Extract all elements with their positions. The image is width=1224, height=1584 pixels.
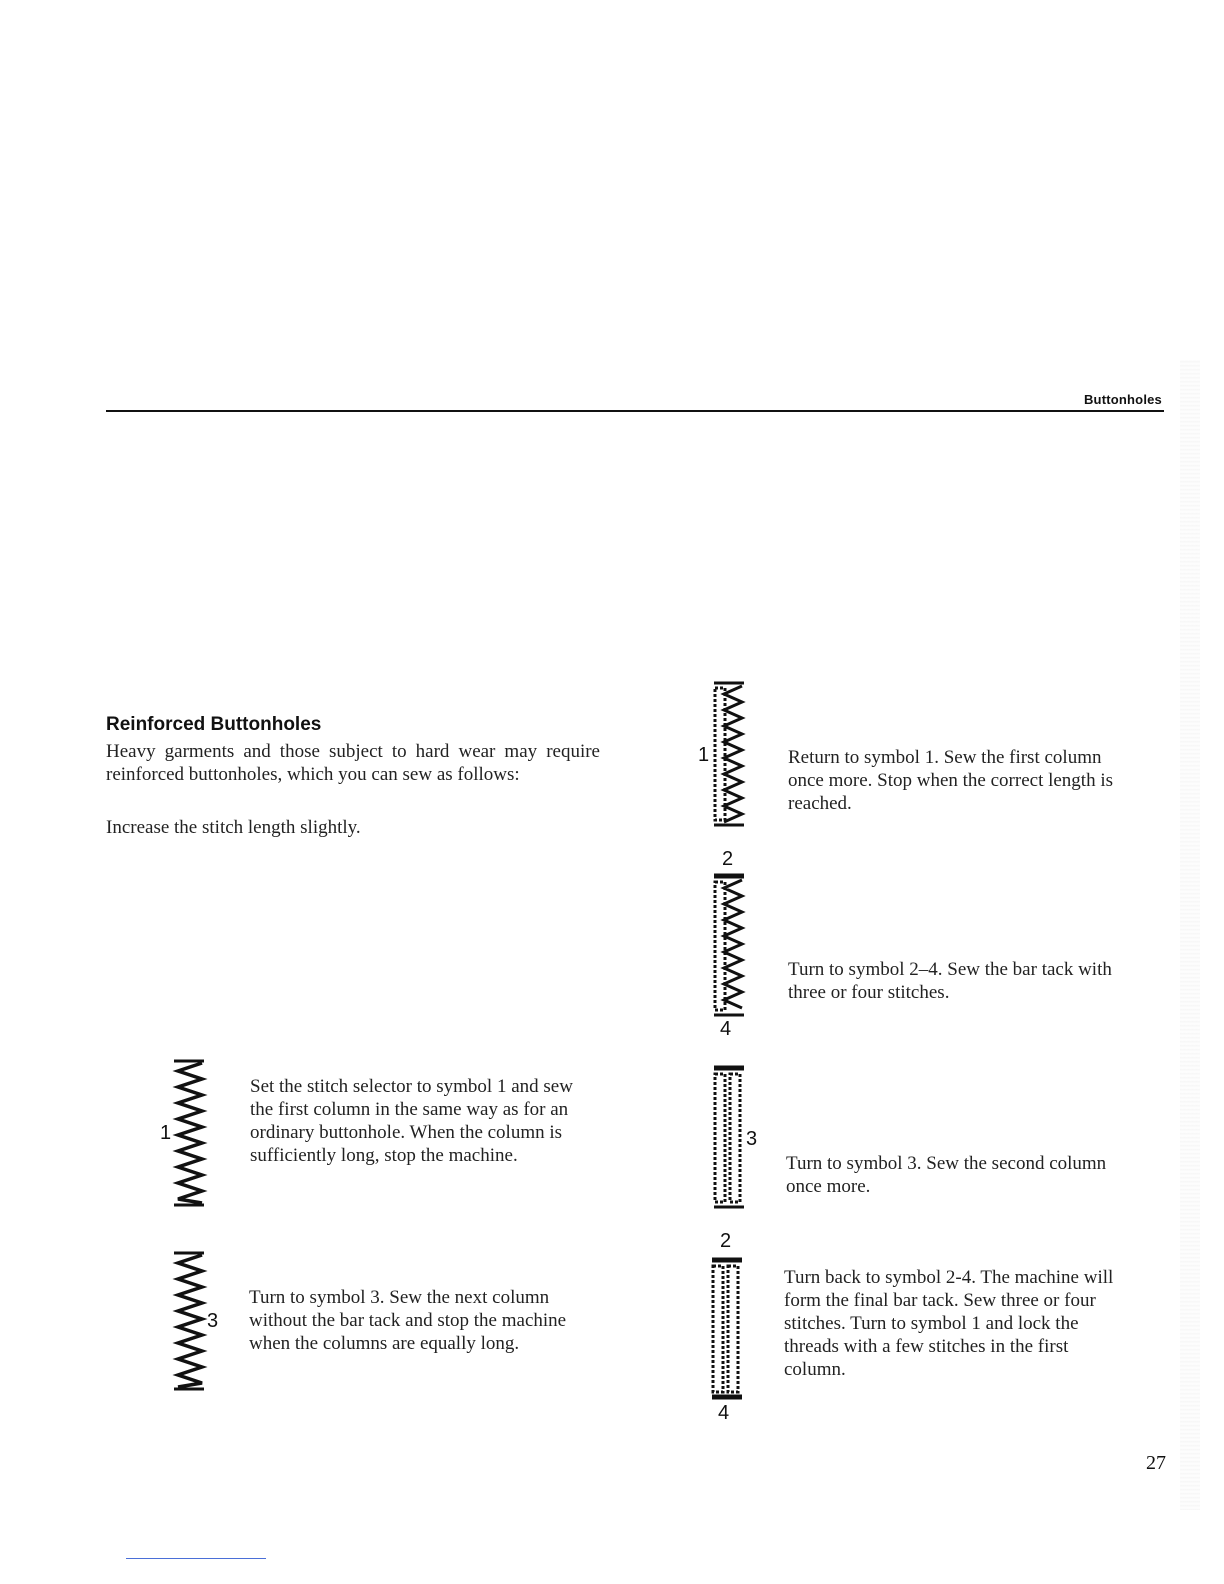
step-label-top: 2	[720, 1230, 732, 1252]
header-title: Buttonholes	[1083, 392, 1162, 407]
stitch-symbol-3-icon	[710, 1064, 746, 1210]
right-step-3-text: Turn to symbol 3. Sew the second column once more.	[786, 1153, 1107, 1197]
right-step-2-text: Turn to symbol 2–4. Sew the bar tack with three or four stitches.	[788, 959, 1112, 1003]
step-label: 3	[207, 1310, 219, 1332]
left-step-1-text: Set the stitch selector to symbol 1 and sew the first column in the same way as for an ordinary buttonhole. When the column is sufficiently long, stop the machine.	[250, 1076, 573, 1166]
scan-edge-artifact	[1180, 360, 1200, 1510]
step-label: 3	[746, 1128, 758, 1150]
right-step-4-text: Turn back to symbol 2-4. The machine will form the final bar tack. Sew three or four stitches. Turn to symbol 1 and lock the threads with a few stitches in the first column.	[784, 1267, 1114, 1380]
stitch-symbol-1-icon	[172, 1058, 208, 1208]
stitch-symbol-2-4-icon	[708, 1256, 744, 1402]
scan-artifact-line	[126, 1558, 266, 1559]
intro-paragraph: Heavy garments and those subject to hard wear may require reinforced buttonholes, which you can sew as follows:	[106, 741, 600, 785]
step-label-bottom: 4	[718, 1402, 730, 1424]
left-step-2-text: Turn to symbol 3. Sew the next column without the bar tack and stop the machine when the columns are equally long.	[249, 1287, 567, 1354]
stitch-symbol-1-icon	[710, 680, 746, 828]
step-label-top: 2	[722, 848, 734, 870]
page-header	[106, 390, 1164, 420]
stitch-symbol-3-icon	[172, 1250, 208, 1392]
page-number: 27	[1146, 1452, 1166, 1474]
stitch-symbol-2-4-icon	[710, 872, 746, 1018]
note-paragraph: Increase the stitch length slightly.	[106, 817, 361, 838]
right-step-1-text: Return to symbol 1. Sew the first column once more. Stop when the correct length is reached.	[788, 747, 1114, 814]
step-label: 1	[698, 744, 710, 766]
section-title: Reinforced Buttonholes	[106, 714, 322, 735]
step-label-bottom: 4	[720, 1018, 732, 1040]
step-label: 1	[160, 1122, 172, 1144]
header-rule	[106, 410, 1164, 412]
